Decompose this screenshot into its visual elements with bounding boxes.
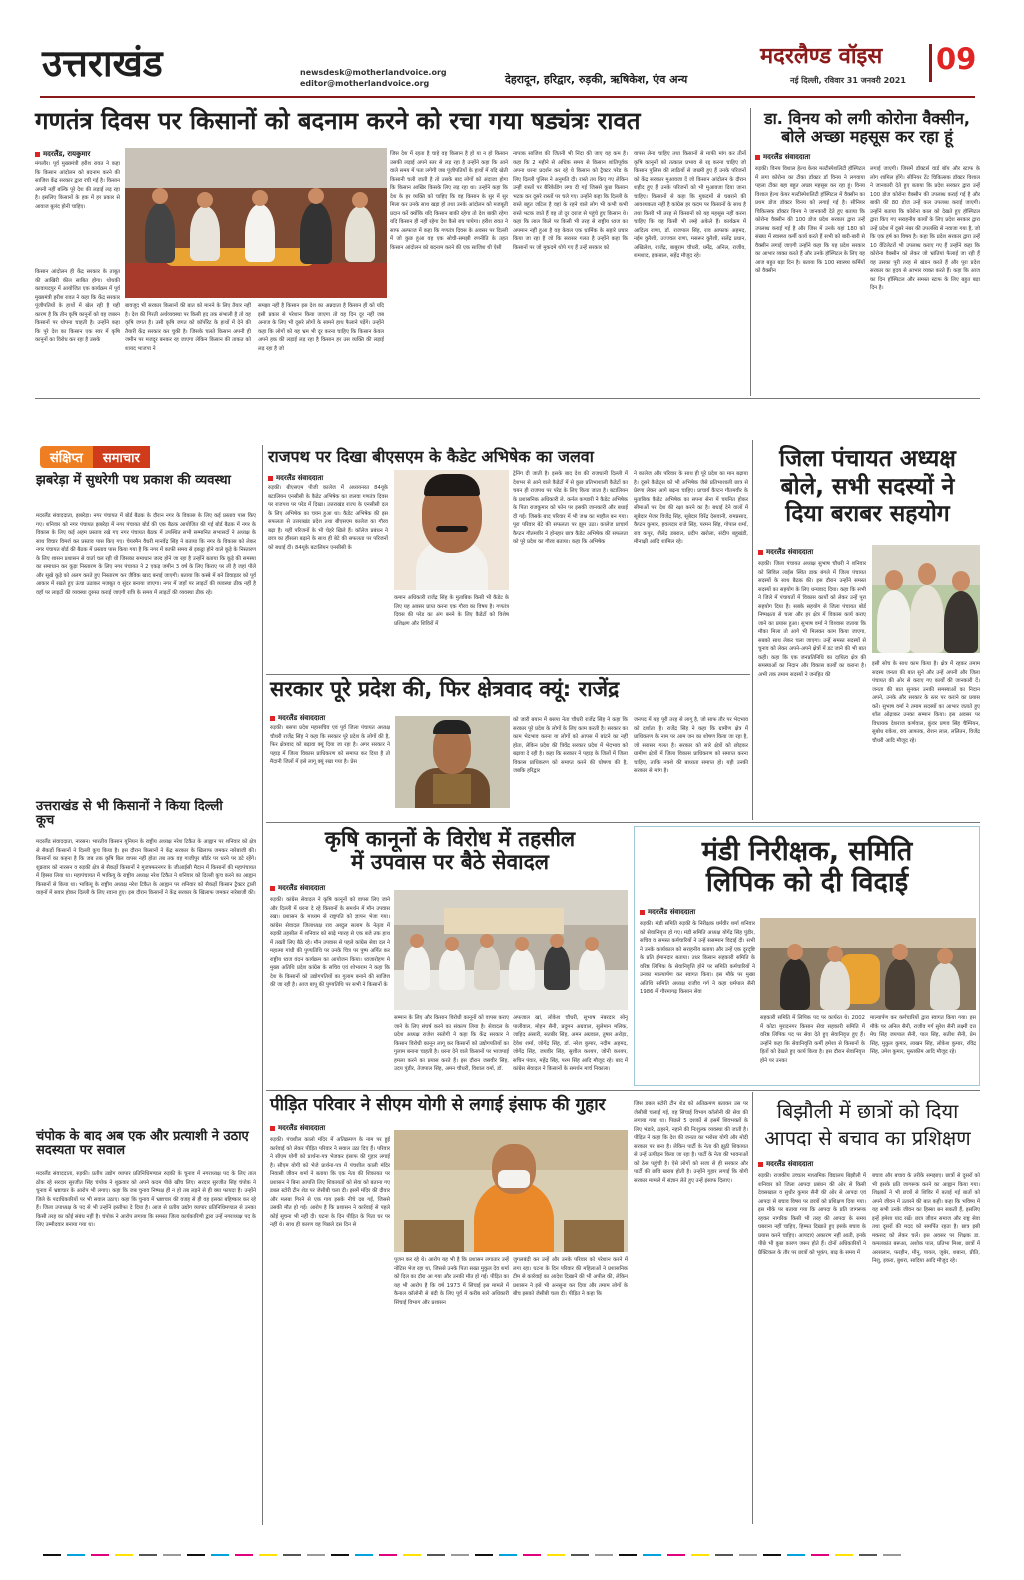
a8-photo [394, 1130, 628, 1252]
editor-email-link[interactable]: editor@motherlandvoice.org [300, 79, 430, 88]
a9-col1: रुड़की। राजकीय उच्चतर माध्यमिक विद्यालय बिझौली में शनिवार को जिला आपदा प्रबंधन की ओर से किसी देवसखाल व सुधीर कुमार सैनी की ओर से आपदा एवं आपदा से बचाव विषय पर छात्रों को प्रशिक्षण दिया गया। इस मौके पर बताया गया कि आपदा के प्रति जागरूक रहकर नागरिक किसी भी तरह की आपदा के समय घबराना नहीं चाहिए, हिम्मत दिखाते हुए इसके बचाव के प्रयास करने चाहिए। आपदाएं अकारण नहीं आती, इनके पीछे भी कुछ कारण जरूर होते हैं। दोनों अधिकारियों ने प्रैक्टिकल के तौर पर छात्रों को भूकंप, बाढ़ के समय में [758, 1173, 866, 1256]
a7-headline: मंडी निरीक्षक, समिति लिपिक को दी विदाई [701, 836, 913, 899]
brief-3-body: मदरलैंड संवाददाता, रुड़की। प्रतीय उद्योग व्यापार प्रतिनिधिमण्डल रुड़की के चुनाव में नगराध्यक्ष पद के लिए ताल ठोक रहे सरदार सुरजीत सिंह चंपोक ने शुक्रवार को अपने कदम पीछे खींच लिए। सरदार सुरजीत सिंह चंपोक ने चुनाव में भ्रष्टाचार के आरोप भी लगाए। कहा कि जब चुनाव निष्पक्ष ही न हो तब लड़ने से ही क्या फायदा है। उन्होंने जिले के पदाधिकारियों पर भी सवाल उठाए। कहा कि चुनाव में भ्रष्टाचार की वजह से ही वह इसका बहिष्कार कर रहे हैं। जिला उपाध्यक्ष के पद से भी उन्होंने इस्तीफा दे दिया है। आज से प्रतीय उद्योग व्यापार प्रतिनिधिमण्डल से उनका किसी तरह का कोई संबंध नहीं है। चंपोक ने आरोप लगाया कि समस्त जिला कार्यकारिणी द्वारा उन्हें नगराध्यक्ष पद के लिए उम्मीदवार बनाया गया था। [36, 1171, 256, 1228]
a6-col3: अफजाल खां, लोकेश चौधरी, सुभाष नंबरदार सोनू पालीवाल, मोहन सैनी, प्रदुमन अग्रवाल, सुलेमान मलिक, जाहिद अंसारी, सतबीर सिंह, अमन अग्रवाल, तुषार अरोड़ा, देवेश शर्मा, जोगेंद्र सिंह, डॉ. नरेश कुमार, नदीम अहमद, जोगेंद्र सिंह, जयवीर सिंह, सुशील कश्यप, जोनी कश्यप, सचिन पंवार, महेंद्र सिंह, परम सिंह आदि मौजूद रहे। बाद में कांग्रेस सेवादल ने किसानों के समर्थन मार्च निकाला। [513, 1015, 628, 1072]
row-rule [266, 822, 980, 823]
divider [750, 108, 751, 396]
a7-col2: सहकारी समिति में लिपिक पद पर कार्यरत थे। 2002 में कोटा मुरादनगर किसान सेवा सहकारी समिति में वरिष्ठ लिपिक पद पर सेवा देते हुए सेवानिवृत्त हुए हैं। उन्होंने कहा कि सेवानिवृत्ति कर्मी हमेशा से किसानों के हितों को देखते हुए कार्य किया है। इस दौरान सेवानिवृत्त होने पर उनका [760, 1015, 865, 1064]
a2-col1: रुड़की। विनय विशाल हेल्थ केयर मल्टीस्पेशलिटी हॉस्पिटल में लगा कोरोना का टीका डॉक्टर डॉ विनय ने लगवाया पहला टीका बहा बहुत अच्छा महसूस कर रहा हूं। विनय विशाल हेल्थ केयर मल्टीस्पेशलिटी हॉस्पिटल में वैक्सीन का प्रथम डोज डॉक्टर विनय को लगाई गई है। सीनियर चिकित्सक डॉक्टर विनय ने जानकारी देते हुए बताया कि कोरोना वैक्सीन की 100 डोज प्रदेश सरकार द्वारा उन्हें उपलब्ध कराई गई है और जिस में उनके यहां 180 को संख्या में स्वास्थ्य कर्मी कार्य करते हैं सभी को बारी-बारी से वैक्सीन लगाई जाएगी उन्होंने कहा कि यह प्रदेश सरकार का आभार व्यक्त करते हैं और उनके हॉस्पिटल के लिए यह आज बहुत बड़ा दिन है। बताया कि 100 स्वास्थ्य कर्मियों को वैक्सीन [755, 166, 865, 274]
a4-headline: जिला पंचायत अध्यक्ष बोले, सभी सदस्यों ने दिया बराबर सहयोग [779, 446, 956, 528]
a2-headline: डा. विनय को लगी कोरोना वैक्सीन, बोले अच्छा महसूस कर रहा हूं [764, 109, 970, 146]
a9-headline: बिझौली में छात्रों को दिया आपदा से बचाव का प्रशिक्षण [764, 1099, 971, 1150]
bullet-icon [758, 1162, 763, 1167]
bullet-icon [758, 550, 763, 555]
a1-lead: मंगलौर। पूर्व मुख्यमंत्री हरीश रावत ने कहा कि किसान आंदोलन को बदनाम करने की साजिश केंद्र सरकार द्वारा रची गई है। किसान अपनी नहीं बल्कि पूरे देश की लड़ाई लड़ रहा है। इसलिए किसानों के हक में हर प्रकार से आवाज बुलंद होनी चाहिए। [35, 161, 120, 210]
bullet-icon [755, 155, 760, 160]
a8-col1: रुड़की। पंचशील कालो मंदिर में अतिक्रमण के नाम पर हुई कार्रवाई को लेकर पीड़ित परिवार ने सवाल उठा दिए हैं। परिवार ने सीएम योगी को प्रार्थना-पत्र भेजकर इंसाफ की गुहार लगाई है। सीएम योगी को भेजे प्रार्थना-पत्र में पंचशील काली मंदिर निवासी जीवन शर्मा ने बताया कि एक नेता की शिकायत पर प्रशासन ने बिना आपत्ति लिए शिकायतों को सेवा को बताना गए डबल स्टोरी टीन शेड पर जेसीबी चला दी। इसमें मंदिर की दीवार और मलबा गिरने से एक गाय इसके नीचे दब गई, जिससे उसकी मौत हो गई। आरोप है कि प्रशासन ने कार्रवाई से पहले कोई सूचना भी नहीं दी। घटना के दिन पीड़ित के पिता घर पर नहीं थे। साथ ही कारण वह पिछले दस दिन से [270, 1137, 390, 1228]
row-rule [266, 1090, 980, 1091]
header [0, 0, 1024, 110]
page-number: 09 [936, 42, 977, 76]
a5-byline: मदरलैंड संवाददाता [270, 714, 325, 723]
a5-photo [395, 716, 510, 808]
a5-col3: जनपद में यह पूरी तरह से लागू है, जो साफ तौर पर भेदभाव को दर्शाता है। राजेंद्र सिंह ने कहा कि ग्रामीण क्षेत्र में प्राधिकरण के नाम पर आम जन का शोषण किया जा रहा है, जो सरासर गलत है। सरकार को सारे क्षेत्रों को छोड़कर ग्रामीण क्षेत्रों में जिला विकास प्राधिकरण को समाप्त करना चाहिए, ताकि नक्शे की बाध्यता समाप्त हो। यही उनकी सरकार से मांग है। [634, 717, 748, 774]
header-rule [40, 96, 975, 98]
row-rule [35, 398, 980, 399]
a3-col2: कमान अधिकारी राजेंद्र सिंह के मुताबिक किसी भी कैडेट के लिए यह अवसर प्राप्त करना एक गौरव का विषय है। गणतंत्र दिवस की परेड का अंग बनने के लिए कैडेटों को विशेष प्रशिक्षण और शिविरों में [394, 595, 509, 627]
a2-col2: लगाई जाएगी। जिसमें डॉक्टर्स वार्ड बॉय और स्टाफ के लोग शामिल होंगे। सीनियर टेंट चिकित्सक डॉक्टर विशाल ने जानकारी देते हुए बताया कि प्रदेश सरकार द्वारा उन्हें 100 डोज कोरोना वैक्सीन की उपलब्ध कराई गई है और बाकी की 80 डोज उन्हें कल उपलब्ध कराई जाएगी। उन्होंने बताया कि कोरोना काल को देखते हुए हॉस्पिटल द्वारा किए गए सराहनीय कार्यों के लिए प्रदेश सरकार द्वारा उन्हें प्रदेश में दूसरे नंबर की उपलब्धि से नवाजा गया है, जो कि एक हर्ष का विषय है। कहा कि प्रदेश सरकार द्वारा उन्हें 10 वेंटिलेटरों भी उपलब्ध कराए गए हैं उन्होंने कहा कि कोरोना वैक्सीन को लेकर जो भ्रांतियां फैलाई जा रही हैं वह उसका पूरी तरह से खंडन करते हैं और पूरा प्रदेश सरकार का हृदय से आभार व्यक्त करते हैं। कहा कि आज का दिन हॉस्पिटल और समस्त स्टाफ के लिए बहुत बड़ा दिन है। [870, 166, 980, 291]
registration-marks [40, 1546, 980, 1556]
a3-byline: मदरलैंड संवाददाता [268, 474, 323, 483]
a8-col2: पूजन कर रहे थे। आरोप यह भी है कि प्रशासन लगातार उन्हें नोटिस भेज रहा था, जिससे उनके पिता सख्त मुकुल देव शर्मा को दिल का दौरा आ गया और उनकी मौत हो गई। पीड़ित का यह भी आरोप है कि वर्ष 1973 में सिंचाई इस मामले में कैनाल कॉलोनी से बंदी के लिए पूर्व में करीब सारे अधिकारी सिंचाई विभाग और प्रशासन [394, 1257, 509, 1306]
a5-headline: सरकार पूरे प्रदेश की, फिर क्षेत्रवाद क्यूं: राजेंद्र [270, 677, 620, 701]
a3-headline: राजपथ पर दिखा बीएसएम के कैडेट अभिषेक का जलवा [268, 447, 594, 466]
a7-byline: मदरलैंड संवाददाता [640, 908, 695, 917]
section-title: उत्तराखंड [42, 42, 163, 85]
brief-1-body: मदरलैंड संवाददाता, झबरेड़ा। नगर पंचायत में बोर्ड बैठक के दौरान नगर के विकास के लिए कई प्रस्ताव पास किए गए। शनिवार को नगर पंचायत झबरेड़ा में नगर पंचायत बोर्ड की एक बैठक आयोजित की गई बोर्ड बैठक में नगर के विकास के लिए कई अहम प्रस्ताव रखे गए नगर पंचायत बैठक में उपस्थित सभी सम्मानित सभासदों ने अध्यक्ष के साथ विचार विमर्श कर प्रस्ताव पास किए गए। चेयरमैन वैधरी मानवेंद्र सिंह ने बताया कि नगर के विकास को लेकर नगर पंचायत बोर्ड की बैठक में प्रस्ताव पास किया गया है कि नगर में काफी समय से इकट्ठा होने वाले कूड़े के निस्तारण के लिए शासन प्रशासन से वार्ता चल रही थी जिसका समाधान जल्द होने जा रहा है उन्होंने बताया कि कूड़े की समस्या का समाधान कर कूड़ा निस्तारण के लिए नगर पंचायत ने 2 एकड़ जमीन 3 वर्ष के लिए किराए पर ली है जहां पीले और सूखे कूड़े को अलग करते हुए निस्तारण कर जैविक खाद बनाई जाएगी। बताया कि कस्बे में बने डिवाइडर को पूर्व आकार में रखते हुए ऊंचा उठाकर मजबूत व सुंदर बनाया जाएगा। नगर में जहाँ पर लाइटों की व्यवस्था ठीक नहीं है वहाँ पर लाइटों की व्यवस्था दुरुस्त कराई जाएगी रात्रि के समय में लाइटों की व्यवस्था ठीक रहे। [36, 513, 256, 596]
a1-photo [125, 148, 387, 298]
cities-list: देहरादून, हरिद्वार, रुड़की, ऋषिकेश, एंव अन्य [505, 73, 688, 86]
a4-photo [872, 545, 980, 653]
a3-col4: ने कालेज और परिवार के साथ ही पूरे प्रदेश का मान बढ़ाया है। दूसरे कैडेट्स को भी अभिषेक जैसे प्रतिभाशाली छात्र से प्रेरणा लेकर आगे बढ़ना चाहिए। प्राचार्य कैप्टन गौतमवीर के मुताबिक कैडेट अभिषेक का सपना सेना में चयनित होकर सीमाओं पर देश की रक्षा करने का है। बधाई देने वालों में सूबेदार मेजर विजेंद्र सिंह, सूबेदार विरेंद्र देसवानी, रामप्रसाद, कैप्टन कुमार, हवलदार राजे सिंह, परमन सिंह, गोपाल शर्मा, राव कपूर, शैलेंद्र डबराल, प्रदीप खरोला, संदीप बहुखंडी, मीनाक्षी आदि शामिल रहे। [634, 471, 748, 545]
dateline: नई दिल्ली, रविवार 31 जनवरी 2021 [790, 76, 906, 85]
a1-col4: जिस देश में रहता है चाहे वह किसान है हो या न हो किसान उसकी लड़ाई अपने स्तर से लड़ रहा है उन्होंने कहा कि आने वाले समय में पता लगेगी जब पूंजीपतियों के हाथों में यदि खेती किसानी चली जाती है तो उसके बाद लोगों को अंदाजा होगा कि किसान आखिर किसके लिए लड़ रहा था। उन्होंने कहा कि देश के हर व्यक्ति को चाहिए कि वह किसान के सुर में सुर मिला कर उनके साथ खड़ा हो तथा उनके आंदोलन को मजबूती प्रदान करें क्योंकि यदि किसान बाकी रहेगा तो देश बाकी रहेगा यदि किसान ही नहीं रहेगा देश कैसे बच पायेगा। हरीश रावत ने साफ अल्फाज में कहा कि गणतंत्र दिवस के अवसर पर दिल्ली में जो कुछ हुआ वह एक सोची-समझी रणनीति के तहत किसान आंदोलन को बदनाम करने की एक साजिश थी ऐसी [390, 151, 508, 251]
a8-col4: जिस डबल स्टोरी टीन शेड को अतिक्रमण बताकर उस पर जेसीबी चलाई गई, वह सिंचाई विभाग कॉलोनी की सेवा की लगाया गया था। पिछले 5 दशकों से इसमें शिवभक्तों के लिए भंडारे, ठहरने, नहाने की निःशुल्क व्यवस्था की जाती है। पीड़ित ने कहा कि देश की जनता का भरोसा योगी और मोदी सरकार पर बना है। लेकिन पार्टी के नेता की झूठी शिकायत से उन्हें उत्पीड़न किया जा रहा है। पार्टी के नेता की भावनाओं को ठेस पहुंची है। ऐसे लोगों को सजा से ही सरकार और पार्टी की छवि खराब होती है। उन्होंने गुहार लगाई कि योगी सरकार मामले में संज्ञान लेते हुए उन्हें इंसाफ दिलाए। [634, 1101, 748, 1184]
bullet-icon [270, 1126, 275, 1131]
a8-byline: मदरलैंड संवाददाता [270, 1124, 325, 1133]
a3-photo [394, 470, 509, 590]
a5-col2: को जारी बयान में बसपा नेता चौधरी राजेंद्र सिंह ने कहा कि सरकार पूरे प्रदेश के लोगों के लिए काम करती है। सरकार का काम भेदभाव करना या लोगों को आपस में बांटने का नहीं होता, लेकिन प्रदेश की त्रिवेंद्र सरकार प्रदेश में भेदभाव को बढ़ावा दे रही है। कहा कि सरकार ने पहाड़ के जिलों में जिला विकास प्राधिकरण को समाप्त करने की घोषणा की है, जबकि हरिद्वार [513, 717, 628, 774]
a6-col2: सम्मान के लिए और किसान विरोधी कानूनों को वापस कराए जाने के लिए संघर्ष करने का संकल्प लिया है। सेवादल के प्रदेश अध्यक्ष राजेश रस्तोगी ने कहा कि केंद्र सरकार ने किसान विरोधी कानून लागू कर किसानों को उद्योगपतियों का गुलाम बनाना चाहती है। धरना देने वाले किसानों पर भाजपाई हमला करने का प्रयास करते हैं। इस दौरान जसवीर सिंह, उदय पुंडीर, तेजपाल सिंह, अमन चौधरी, विशाल वर्मा, डॉ. [394, 1015, 509, 1072]
a4-col1: रुड़की। जिला पंचायत अध्यक्ष सुभाष चौधरी ने शनिवार को सिविल लाईंस स्थित डाक बंगले में जिला पंचायत सदस्यों के साथ बैठक की। इस दौरान उन्होंने समस्त सदस्यों का सहयोग के लिए धन्यवाद दिया। कहा कि सभी ने जिले में पंचायतों में विकास कार्यों को लेकर उन्हें पूरा सहयोग दिया है। सबके सहयोग से जिला पंचायत बोर्ड निष्पक्षता से चला और हर क्षेत्र में विकास कार्य कराए जाने का प्रयास हुआ। सुभाष वर्मा ने विश्वास जताया कि मौका मिला तो आगे भी मिलकर काम किया जाएगा, सबको साथ लेकर चला जाएगा। उन्हें समस्त सदस्यों से चुनाव को लेकर अपने-अपने क्षेत्रों में डट जाने की भी बात कही। कहा कि एक जनप्रतिनिधि का दायित्व क्षेत्र की समस्याओं का निदान और विकास कार्यों का कराना है। अभी तक तमाम सदस्यों ने जनहित की [758, 561, 866, 678]
paper-divider [929, 44, 932, 82]
paper-name: मदरलैण्ड वॉइस [760, 44, 883, 69]
newsdesk-email-link[interactable]: newsdesk@motherlandvoice.org [300, 68, 447, 77]
divider [752, 1092, 753, 1524]
a1-col5: नापाक साजिश की जितनी भी निंदा की जाए वह कम है। कहा कि 2 महीने से अधिक समय से किसान शांतिपूर्वक अपना धरना प्रदर्शन कर रहे थे किसान को ट्रैक्टर परेड के लिए दिल्ली पुलिस ने अनुमति दी। रास्ते तय किए गए लेकिन उन्हीं रास्तों पर बैरिकेडिंग लगा दी गई जिससे कुछ किसान भटक कर दूसरे रास्तों पर चले गए। उन्होंने कहा कि दिल्ली के रास्ते बहुत जटिल है वहां के रहने वाले लोग भी कभी कभी रास्ते भटक जाते हैं वह तो दूर दराज से पहुंचे हुए किसान थे। कहा कि लाल किले पर किसी भी तरह से राष्ट्रीय ध्वज का अपमान नहीं हुआ है वह केवल एक धार्मिक के सहारे प्रचार किया जा रहा है जो कि सरासर गलत है उन्होंने कहा कि किसानों पर जो मुकदमे थोपे गए हैं उन्हें सरकार को [513, 151, 628, 251]
bullet-icon [270, 716, 275, 721]
brief-1-title: झबरेड़ा में सुधरेगी पथ प्रकाश की व्यवस्था [36, 473, 231, 488]
email-block [300, 67, 447, 89]
a8-headline: पीड़ित परिवार ने सीएम योगी से लगाई इंसाफ की गुहार [270, 1095, 606, 1115]
divider [752, 440, 753, 820]
a1-col2: बावजूद भी सरकार किसानों की बात को मानने के लिए तैयार नहीं है। देश की गिरती अर्थव्यवस्था पर किसी हद तक संभाली है तो वह कृषि जगत है। उसी कृषि जगत को कॉर्पोरेट के हाथों में देने की तैयारी केंद्र सरकार कर चुकी है। जिसके चलते किसान अपनी ही जमीन पर मजदूर बनकर रह जाएगा लेकिन किसान की ताकत को शायद भाजपा ने [125, 303, 251, 352]
a6-headline: कृषि कानूनों के विरोध में तहसील में उपवास पर बैठे सेवादल [324, 827, 576, 875]
a6-byline: मदरलैंड संवाददाता [270, 884, 325, 893]
a6-col1: रुड़की। कांग्रेस सेवादल ने कृषि कानूनों को वापस लिए जाने और दिल्ली में धरना दे रहे किसानों के समर्थन में मौन उपवास रखा। प्रशासन के माध्यम से राष्ट्रपति को ज्ञापन भेजा गया। कांग्रेस सेवादल जिलाध्यक्ष राव अब्दुल सलाम के नेतृत्व में रुड़की तहसील में शनिवार को साढ़े ग्यारह से एक बजे तक हाथ में तख्ती लिए बैठे रहे। मौन उपवास से पहले कांग्रेस सेवा दल ने महात्मा गांधी की पुण्यतिथि पर उनके चित्र पर पुष्प अर्पित कर राष्ट्रीय ध्वज वंदन कार्यक्रम का आयोजन किया। ध्वजारोहण मे मुख्य अतिथि प्रदेश कांग्रेस के सचिव एवं शोभाराम ने कहा कि देश के किसानों को उद्योगपतियों का गुलाम बनाने की साजिश की जा रही है। आज बापू की पुण्यतिथि पर सभी ने किसानों के [270, 897, 390, 988]
brief-2-body: मदरलैंड संवाददाता, नारसन। भारतीय किसान यूनियन के राष्ट्रीय अध्यक्ष नरेश टिकैत के आह्वान पर शनिवार को क्षेत्र से सैकड़ों किसानों ने दिल्ली कूच किया है। इस दौरान किसानों ने केंद्र सरकार के खिलाफ जमकर नारेबाजी की। किसानों का कहना है कि जब तक कृषि बिल वापस नहीं होता तब तक वह गाजीपुर बॉर्डर पर धरने पर डटे रहेंगे। शुक्रवार को नारसन व रुड़की क्षेत्र से सैकड़ों किसानों ने मुजफ्फरनगर के जीआईसी मैदान में किसानों की महापंचायत में हिस्सा लिया था। महापंचायत में भाकियू के राष्ट्रीय अध्यक्ष नरेश टिकैत ने शनिवार को दिल्ली कूच करने का आह्वान किसानों से किया था। भाकियू के राष्ट्रीय अध्यक्ष नरेश टिकैत के आह्वान पर शनिवार को सैकड़ों किसान ट्रैक्टर ट्राली वाहनों में सवार होकर दिल्ली के लिए रवाना हुए। इस दौरान किसानों ने केंद्र सरकार के खिलाफ जमकर नारेबाजी की। [36, 839, 256, 896]
a7-photo [760, 918, 976, 1010]
a3-col1: रुड़की। बीएसएम पीजी कालेज में अध्ययनरत 84यूके बटालियन एनसीसी के कैडेट अभिषेक का जलवा गणतंत्र दिवस पर राजपथ पर परेड में दिखा। उत्तराखंड राज्य के एनसीसी दल के लिए अभिषेक का चयन हुआ था। कैडेट अभिषेक की इस सफलता से उत्तराखंड प्रदेश तथा बीएसएम कालेज का गौरव बढ़ा है। यहीं परिजनों के भी चेहरे खिले हैं। कॉलेज प्रबंधन ने छात्र का हौंसला बढ़ाने के साथ ही बेटे की सफलता पर परिजनों को बधाई दी। 84यूके बटालियन एनसीसी के [268, 485, 388, 551]
a7-col1: रुड़की। मंडी समिति रुड़की के निरीक्षक धर्मवीर शर्मा शनिवार को सेवानिवृत्त हो गए। मंडी समिति अध्यक्ष योगेंद्र सिंह पुंडीर, सचिव व समस्त कर्मचारियों ने उन्हें ससम्मान विदाई दी। सभी ने उनके कार्यकाल को सराहनीय बताया और उन्हें एक दूरदृष्टि के प्रति ईमानदार बताया। उधर किसान सहकारी समिति के वरिष्ठ लिपिक के सेवानिवृत्ति होने पर समिति कर्मचारियों ने उनका माल्यार्पण कर स्वागत किया। इस मौके पर मुख्य अतिथि समिति अध्यक्ष राजीव गर्ग ने कहा धर्मपाल सैनी 1986 में गौरमागढ़ किसान सेवा [640, 921, 755, 995]
a5-col1: रुड़की। बसपा प्रदेश महासचिव एवं पूर्व जिला पंचायत अध्यक्ष चौधरी राजेंद्र सिंह ने कहा कि सरकार पूरे प्रदेश के लोगों की है, फिर क्षेत्रवाद को बढ़ावा क्यूं दिया जा रहा है। अगर सरकार ने पहाड़ में जिला विकास प्राधिकरण को समाप्त कर दिया है तो मैदानी जिलों में इसे लागू क्यूं रखा गया है। प्रेस [270, 725, 390, 765]
bullet-icon [35, 152, 40, 157]
bullet-icon [270, 886, 275, 891]
a4-col2: इसी सोच के साथ काम किया है। क्षेत्र में रहकर तमाम सदस्य जनता की बात सुने और उन्हें अपनी और जिला पंचायत की ओर से कराए गए कार्यों की जानकारी दें। जनता की बात सुनकर उनकी समस्याओं का निदान अपने, उनके और सरकार के स्तर पर कराने का प्रयास करें। सुभाष वर्मा ने तमाम सदस्यों का आभार जताते हुए शॉल ओढ़ाकर उनका सम्मान किया। इस अवसर पर विधायक देशराज कर्णवाल, कुंवर प्रणव सिंह चैम्पियन, सुबोध राकेश, राव आफाक, रोशन लाल, ललितन, विजेंद्र चौधरी आदि मौजूद रहे। [872, 661, 980, 744]
a8-col3: जुगलबंदी कर उन्हें और उनके परिवार को परेशान करने में लगा रहा। घटना के दिन परिवार की महिलाओं ने प्रशासनिक टीम से कार्रवाई का आदेश दिखाने की भी अपील की, लेकिन प्रशासन ने इसे भी अनसुना कर दिया और तमाम लोगों के बीच इसको जेसीबी चला दी। पीड़ित ने कहा कि [513, 1257, 628, 1297]
bullet-icon [640, 910, 645, 915]
brief-3-title: चंपोक के बाद अब एक और प्रत्याशी ने उठाए सदस्यता पर सवाल [36, 1129, 249, 1159]
a1-byline: मदरलैंड, रायकुमार [35, 150, 90, 159]
a9-col2: बचाव और बचाव के तरीके समझाए। छात्रों से दूसरों को भी इसके प्रति जागरूक करने का आह्वान किया गया। शिक्षकों ने भी छात्रों से शिविर में बताई गई बातों को अपने जीवन में उतारने की बात कही। कहा कि भविष्य में यह सभी उनके जीवन का हिस्सा बन सकती हैं, इसलिए इन्हें हमेशा याद रखें। छात्र जीवन समाज और राष्ट्र सेवा तथा दूसरों की मदद को समर्पित रहता है। छात्र इसी मकसद को लेकर चलें। इस अवसर पर शिक्षक डा. कमलकांत बरूआ, अशोक पाल, प्रतिभा मिश्रा, छात्रों में अरसलान, फरहीन, मीनू, पायल, जुबेर, शबाना, प्रीति, निशु, इकरा, बुशरा, सादिया आदि मौजूद रहे। [872, 1173, 980, 1264]
a1-col1b: किसान आंदोलन ही केंद्र सरकार के ताबूत की आखिरी कील साबित होगा। थोथकी कावायदपुर में आयोजित एक कार्यक्रम में पूर्व मुख्यमंत्री हरीश रावत ने कहा कि केंद्र सरकार पूंजीपतियों के हाथों में खेल रही है यही कारण है कि तीन कृषि कानूनों को वह जबरन किसानों पर थोपना चाहती है। उन्होंने कहा कि पूरे देश का किसान एक स्वर में कृषि कानूनों का विरोध कर रहा है उसके [35, 269, 120, 343]
a6-photo [394, 890, 628, 1010]
bullet-icon [268, 476, 273, 481]
a9-byline: मदरलैंड संवाददाता [758, 1160, 813, 1169]
row-rule [266, 674, 750, 675]
a4-byline: मदरलैंड संवाददाता [758, 548, 813, 557]
a1-col3: समझा नहीं है किसान इस देश का अन्नदाता है किसान ही को यदि इसी प्रकार से परेशान किया जाएगा तो वह दिन दूर नहीं जब अनाज के लिए भी दूसरे लोगों के सामने हाथ फैलाने पड़ेंगे। उन्होंने कहा कि लोगों को यह भ्रम भी दूर करना चाहिए कि किसान केवल अपने हक की लड़ाई लड़ रहा है किसान हर उस व्यक्ति की लड़ाई लड़ रहा है जो [258, 303, 384, 352]
a1-col6: वापस लेना चाहिए तथा किसानों से माफी मांग कर तीनों कृषि कानूनों को तत्काल प्रभाव से रद्द करना चाहिए जो किसान पुलिस की लाठियों से जख्मी हुए हैं उनके परिजनों को केंद्र सरकार मुआवजा दें जो किसान आंदोलन के दौरान शहीद हुए हैं उनके परिजनों को भी मुआवजा दिया जाना चाहिए। किसानों से कहा कि मुकदमों से घबराने की आवश्यकता नहीं है कांग्रेस हर कदम पर किसानों के साथ है तथा किसी भी तरह से किसानों को यह महसूस नहीं करना चाहिए कि वह किसी भी लम्हे अकेले हैं। कार्यक्रम में आदित्य राणा, डॉ. राजपाल सिंह, राव आफाक अहमद, नईम कुरैशी, उज्ज्वल राणा, मसरूर कुरैशी, सलेंद्र प्रधान, अखिलेश, राजेंद्र, बाबूराम चौधरी, धर्मेंद्र, अनिल, राजीव, शमशाद, इकबाल, सहेंद्र मौजूद रहे। [634, 151, 746, 259]
a3-col3: ट्रेनिंग दी जाती है। इसके बाद देश की राजधानी दिल्ली में देशभर से आने वाले कैडेटों में से कुछ प्रतिभाशाली कैडेटों का चयन ही राजपथ पर परेड के लिए किया जाता है। बटालियन के प्रशासनिक अधिकारी ले. कर्नल कण्डारी ने कैडेट अभिषेक के पिता राजकुमार को फोन पर इसकी जानकारी और बधाई दी गई। जिसके बाद परिवार में भी जश्न का माहौल बन गया। पूरा परिवार बेटे की सफलता पर झूम उठा। कालेज प्राचार्य कैप्टन गौतमवीर ने होनहार छात्र कैडेट अभिषेक की सफलता को पूरे प्रदेश का गौरव बताया। कहा कि अभिषेक [513, 471, 628, 545]
a1-headline: गणतंत्र दिवस पर किसानों को बदनाम करने को रचा गया षड्यंत्रः रावत [35, 107, 641, 135]
brief-tag: संक्षिप्त समाचार [40, 446, 150, 468]
brief-2-title: उत्तराखंड से भी किसानों ने किया दिल्ली कूच [36, 799, 223, 829]
a7-col3: माल्यार्पण कर कर्मचारियों द्वारा स्वागत किया गया। इस मौके पर अनिल सैनी, राजीव गर्ग सुरेश सैनी लक्ष्मी दत्त मेघ सिंह जयपाल सैनी, पाल सिंह, सतीश सैनी, प्रेम सिंह, मुकुल कुमार, लाखन सिंह, लोकेश कुमार, रविंद्र सिंह, उमेश कुमार, मुस्तकीम आदि मौजूद रहे। [870, 1015, 976, 1055]
a2-byline: मदरलैंड संवाददाता [755, 153, 810, 162]
divider [262, 445, 263, 1525]
